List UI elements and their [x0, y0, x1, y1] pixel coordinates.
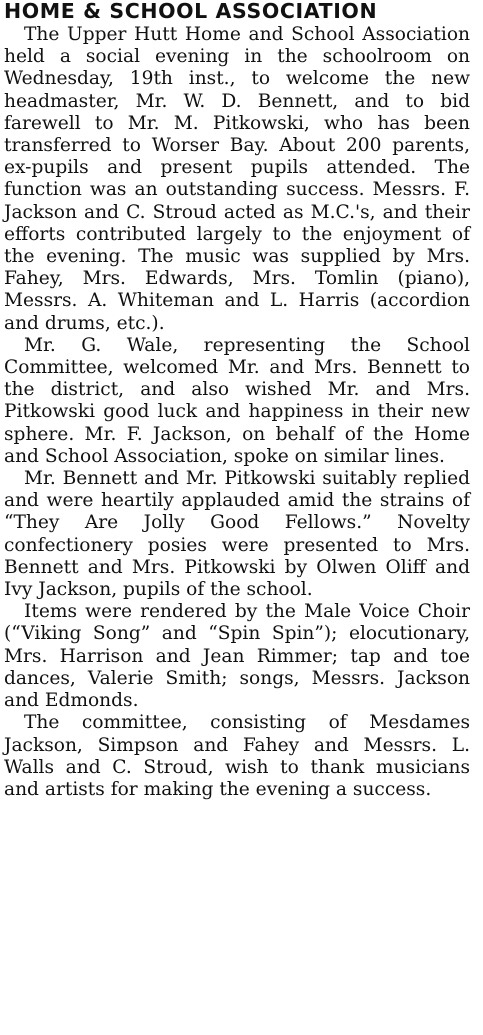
article-paragraph: The Upper Hutt Home and School Association held a social evening in the schoolroom on Wednesday, 19th inst., to welcome the new headmaster, Mr. W. D. Bennett, and to bid farewell to Mr. M. Pitkowski, who has been transferred to Worser Bay. About 200 parents, ex-pupils and present pupils attended. The function was an outstanding success. Messrs. F. Jackson and C. Stroud acted as M.C.'s, and their efforts contributed largely to the enjoyment of the evening. The music was supplied by Mrs. Fahey, Mrs. Edwards, Mrs. Tomlin (piano), Messrs. A. Whiteman and L. Harris (accordion and drums, etc.).: [4, 24, 470, 334]
article-paragraph: Items were rendered by the Male Voice Choir (“Viking Song” and “Spin Spin”); elocutionary, Mrs. Harrison and Jean Rimmer; tap and toe dances, Valerie Smith; songs, Messrs. Jackson and Edmonds.: [4, 601, 470, 712]
article-paragraph: The committee, consisting of Mesdames Jackson, Simpson and Fahey and Messrs. L. Walls and C. Stroud, wish to thank musicians and artists for making the evening a success.: [4, 712, 470, 800]
article-body: [4, 24, 470, 801]
article-paragraph: Mr. G. Wale, representing the School Committee, welcomed Mr. and Mrs. Bennett to the district, and also wished Mr. and Mrs. Pitkowski good luck and happiness in their new sphere. Mr. F. Jackson, on behalf of the Home and School Association, spoke on similar lines.: [4, 334, 470, 467]
article-headline: HOME & SCHOOL ASSOCIATION: [4, 0, 378, 23]
article-paragraph: Mr. Bennett and Mr. Pitkowski suitably replied and were heartily applauded amid the strains of “They Are Jolly Good Fellows.” Novelty confectionery posies were presented to Mrs. Bennett and Mrs. Pitkowski by Olwen Oliff and Ivy Jackson, pupils of the school.: [4, 468, 470, 601]
